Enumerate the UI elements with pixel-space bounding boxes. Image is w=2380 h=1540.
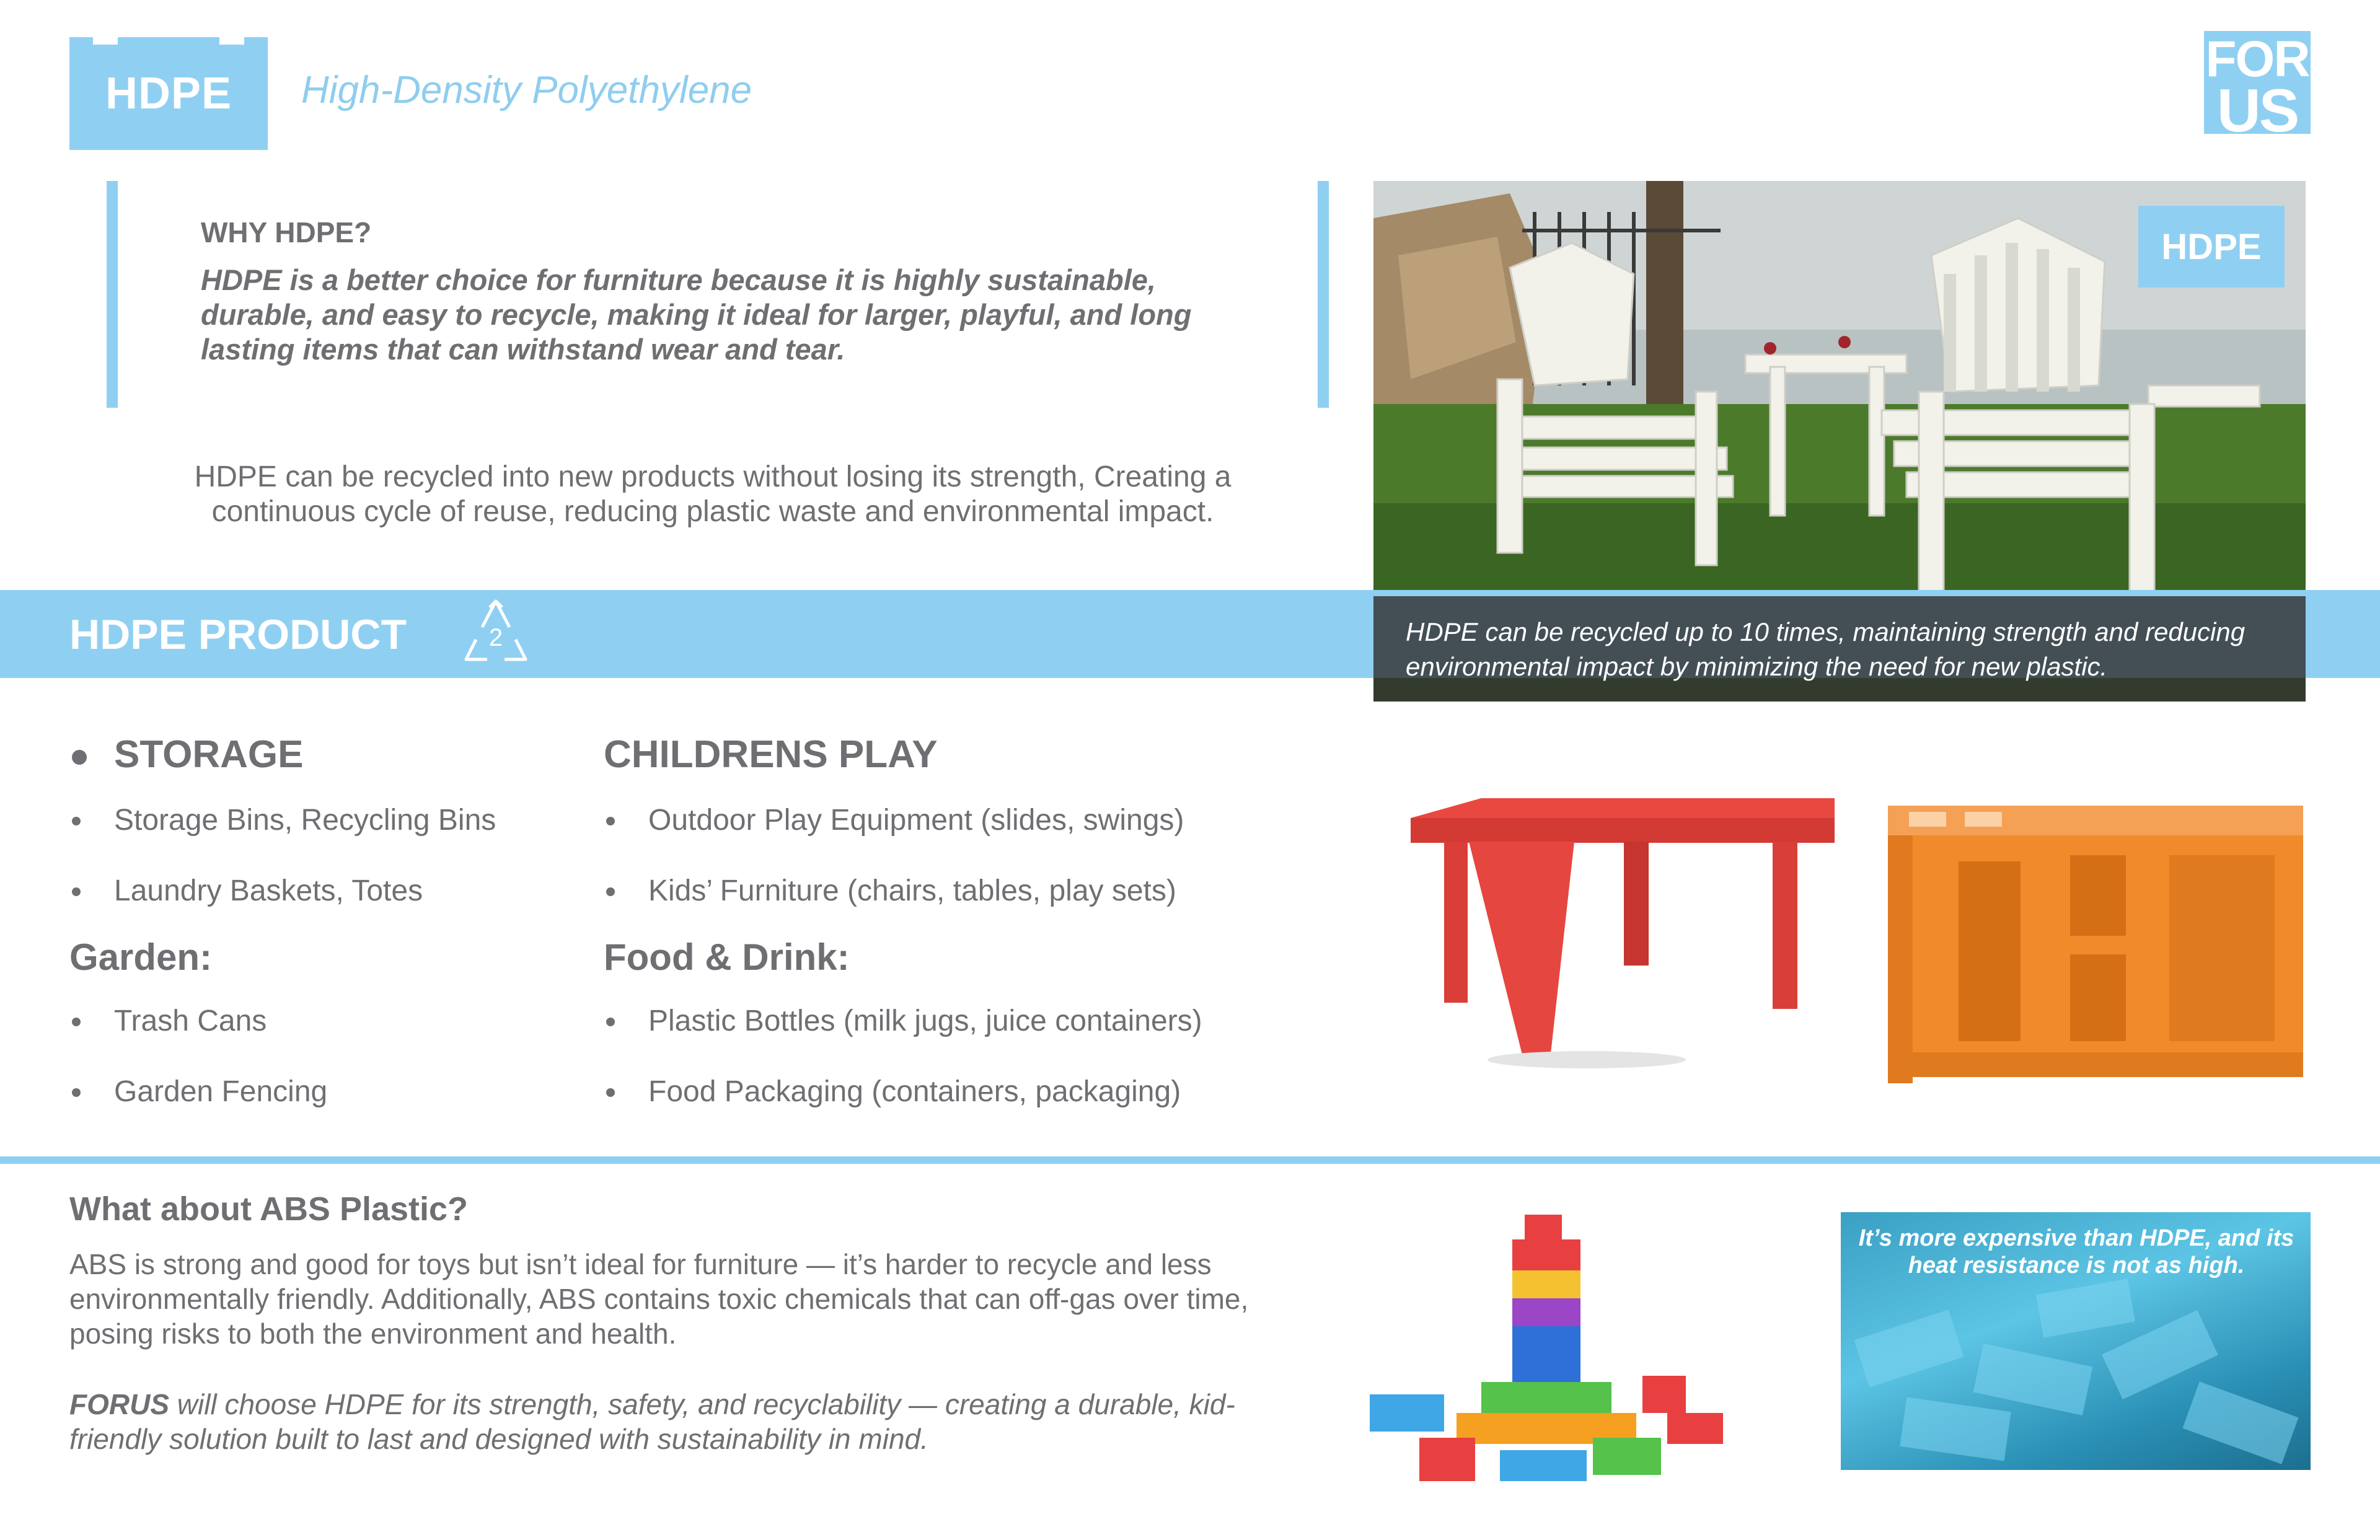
building-blocks-illustration [1357, 1202, 1754, 1500]
list-bullet [606, 1018, 615, 1026]
list-bullet [606, 1088, 615, 1097]
list-bullet [606, 887, 615, 896]
quote-bar-right [1318, 181, 1329, 408]
product-band-title: HDPE PRODUCT [69, 611, 407, 658]
quote-bar-left [107, 181, 118, 408]
forus-logo [2204, 31, 2311, 134]
abs-body: ABS is strong and good for toys but isn’t ideal for furniture — it’s harder to recycle and less environmentally friendly. Additionally, ABS contains toxic chemicals that can off-gas over time, posing risks to both the environment and health. [69, 1248, 1249, 1350]
recycle-2-icon [457, 596, 534, 673]
list-item: Storage Bins, Recycling Bins [114, 804, 496, 837]
list-bullet [72, 1018, 81, 1026]
list-item: Plastic Bottles (milk jugs, juice containers) [648, 1005, 1202, 1037]
list-bullet [72, 887, 81, 896]
list-item: Food Packaging (containers, packaging) [648, 1075, 1181, 1108]
why-title: WHY HDPE? [201, 216, 372, 249]
abs-conclusion [69, 1387, 1309, 1456]
list-bullet [72, 817, 81, 825]
hdpe-title-tag [69, 37, 268, 150]
list-bullet [72, 1088, 81, 1097]
section-divider [0, 1156, 2380, 1164]
photo-hdpe-tag [2138, 206, 2285, 288]
abs-conclusion-brand: FORUS [69, 1388, 169, 1420]
logo-line-2: US [2216, 76, 2298, 134]
recycle-code: 2 [488, 624, 503, 651]
abs-conclusion-text: will choose HDPE for its strength, safety, and recyclability — creating a durable, kid-friendly solution built to last and designed with sustainability in mind. [69, 1388, 1235, 1455]
photo-caption: HDPE can be recycled up to 10 times, maintaining strength and reducing environmental impact by minimizing the need for new plastic. [1406, 617, 2246, 681]
list-bullet [606, 817, 615, 825]
product-illustrations [1401, 768, 2355, 1103]
garden-title: Garden: [69, 936, 213, 978]
why-body: HDPE is a better choice for furniture because it is highly sustainable, durable, and easy to recycle, making it ideal for larger, playful, and long lasting items that can withstand wear and tear. [201, 263, 1192, 366]
list-item: Laundry Baskets, Totes [114, 874, 423, 907]
orange-shelf-illustration [1888, 806, 2303, 1083]
list-item: Outdoor Play Equipment (slides, swings) [648, 804, 1184, 837]
photo-hdpe-tag-label: HDPE [2161, 226, 2262, 267]
food-title: Food & Drink: [604, 936, 850, 978]
red-table-illustration [1411, 798, 1835, 1068]
list-item: Kids’ Furniture (chairs, tables, play sets) [648, 874, 1176, 907]
abs-title: What about ABS Plastic? [69, 1190, 469, 1228]
list-item: Garden Fencing [114, 1075, 328, 1108]
storage-bullet [72, 750, 87, 765]
lego-caption: It’s more expensive than HDPE, and its heat resistance is not as high. [1858, 1225, 2294, 1278]
hdpe-title-tag-label: HDPE [105, 69, 232, 118]
list-item: Trash Cans [114, 1005, 267, 1037]
recycle-text: HDPE can be recycled into new products without losing its strength, Creating a continuous cycle of reuse, reducing plastic waste and environmental impact. [194, 460, 1232, 528]
logo-line-1: FOR [2205, 31, 2309, 87]
play-title: CHILDRENS PLAY [604, 733, 938, 776]
page-subtitle: High-Density Polyethylene [301, 69, 752, 112]
storage-title: STORAGE [114, 733, 304, 776]
